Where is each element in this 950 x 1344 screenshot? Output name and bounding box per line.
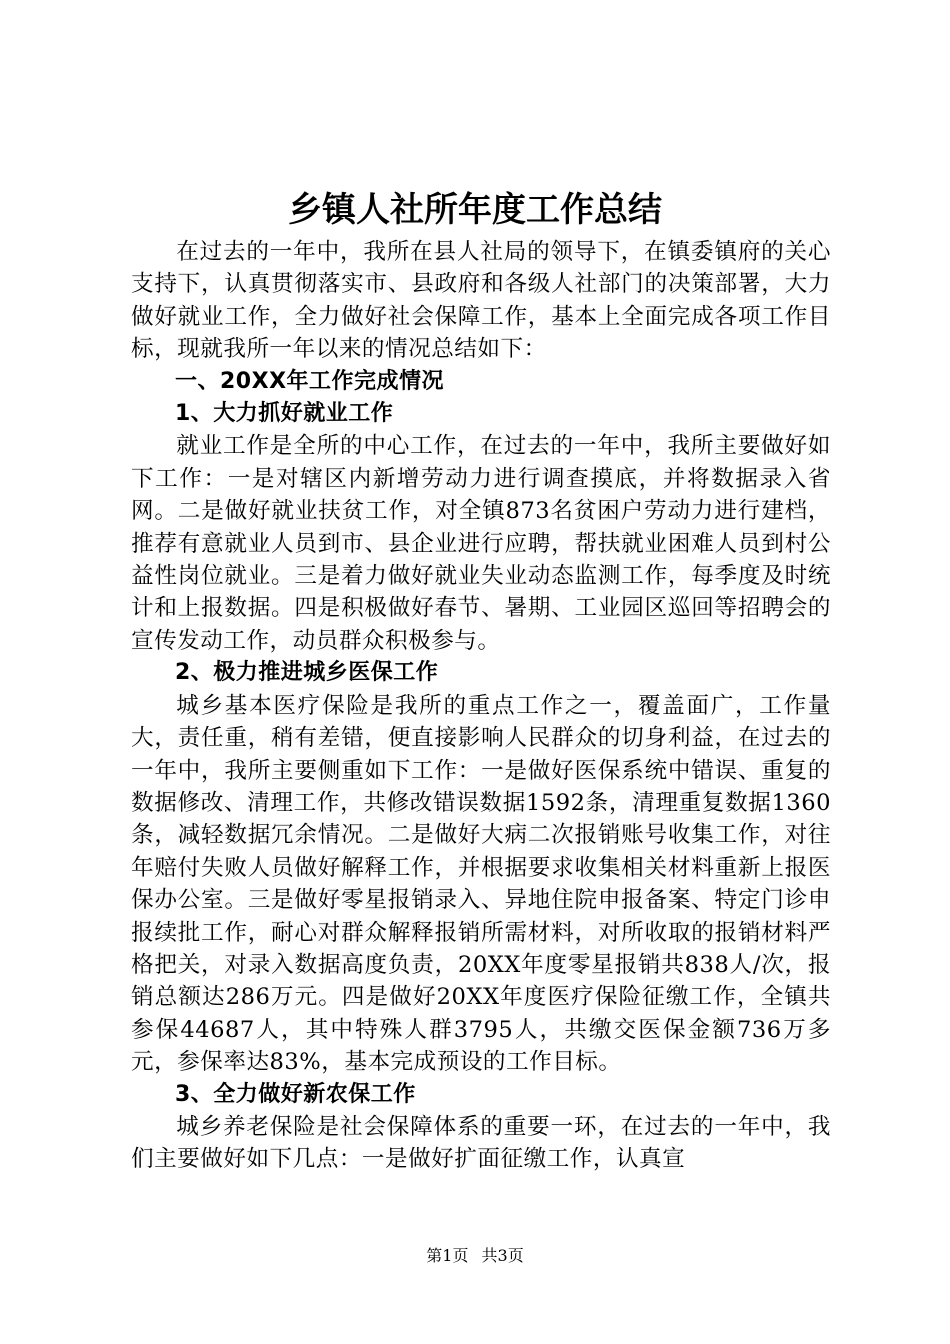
intro-paragraph: 在过去的一年中，我所在县人社局的领导下，在镇委镇府的关心支持下，认真贯彻落实市、县政府和各级人社部门的决策部署，大力做好就业工作，全力做好社会保障工作，基本上全面完成各项工作目标，现就我所一年以来的情况总结如下： xyxy=(131,239,831,363)
page-footer xyxy=(0,1244,950,1268)
subsection-heading-medical-insurance: 2、极力推进城乡医保工作 xyxy=(175,660,439,686)
medical-insurance-paragraph: 城乡基本医疗保险是我所的重点工作之一，覆盖面广，工作量大，责任重，稍有差错，便直接影响人民群众的切身利益，在过去的一年中，我所主要侧重如下工作：一是做好医保系统中错误、重复的数据修改、清理工作，共修改错误数据1592条，清理重复数据1360条，减轻数据冗余情况。二是做好大病二次报销账号收集工作，对往年赔付失败人员做好解释工作，并根据要求收集相关材料重新上报医保办公室。三是做好零星报销录入、异地住院申报备案、特定门诊申报续批工作，耐心对群众解释报销所需材料，对所收取的报销材料严格把关，对录入数据高度负责，20XX年度零星报销共838人/次，报销总额达286万元。四是做好20XX年度医疗保险征缴工作，全镇共参保44687人，其中特殊人群3795人，共缴交医保金额736万多元，参保率达83%，基本完成预设的工作目标。 xyxy=(131,692,831,1076)
page-total: 共3页 xyxy=(481,1246,524,1265)
section-heading: 一、20XX年工作完成情况 xyxy=(175,368,445,394)
document-title: 乡镇人社所年度工作总结 xyxy=(288,190,662,230)
subsection-heading-employment: 1、大力抓好就业工作 xyxy=(175,401,394,427)
page-number: 第1页 xyxy=(426,1246,469,1265)
subsection-heading-rural-pension: 3、全力做好新农保工作 xyxy=(175,1081,416,1107)
document-body xyxy=(131,236,831,1176)
rural-pension-paragraph: 城乡养老保险是社会保障体系的重要一环，在过去的一年中，我们主要做好如下几点：一是做好扩面征缴工作，认真宣 xyxy=(131,1113,831,1173)
employment-paragraph: 就业工作是全所的中心工作，在过去的一年中，我所主要做好如下工作：一是对辖区内新增劳动力进行调查摸底，并将数据录入省网。二是做好就业扶贫工作，对全镇873名贫困户劳动力进行建档，推荐有意就业人员到市、县企业进行应聘，帮扶就业困难人员到村公益性岗位就业。三是着力做好就业失业动态监测工作，每季度及时统计和上报数据。四是积极做好春节、暑期、工业园区巡回等招聘会的宣传发动工作，动员群众积极参与。 xyxy=(131,433,831,654)
